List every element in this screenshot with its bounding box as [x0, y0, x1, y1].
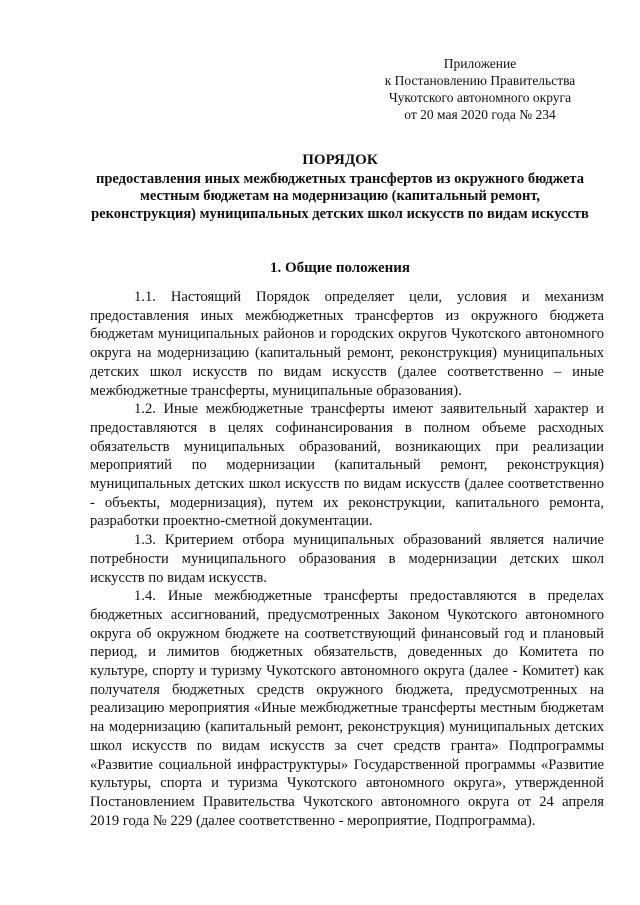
- appendix-line-3: Чукотского автономного округа: [388, 90, 572, 105]
- paragraph-1-3: 1.3. Критерием отбора муниципальных образований является наличие потребности муниципального образования в модернизации детских школ искусств по видам искусств.: [90, 532, 604, 586]
- appendix-line-2: к Постановлению Правительства: [384, 73, 576, 88]
- paragraph-1-4: 1.4. Иные межбюджетные трансферты предоставляются в пределах бюджетных ассигнований, предусмотренных Законом Чукотского автономного округа об окружном бюджете на соответствующий финансовый год и плановый период, и лимитов бюджетных обязательств, доведенных до Комитета по культуре, спорту и туризму Чукотского автономного округа (далее - Комитет) как получателя бюджетных средств окружного бюджета, предусмотренных на реализацию мероприятия «Иные межбюджетные трансферты местным бюджетам на модернизацию (капитальный ремонт, реконструкция) муниципальных детских школ искусств по видам искусств за счет средств гранта» Подпрограммы «Развитие социальной инфраструктуры» Государственной программы «Развитие культуры, спорта и туризма Чукотского автономного округа», утвержденной Постановлением Правительства Чукотского автономного округа от 24 апреля 2019 года № 229 (далее соответственно - мероприятие, Подпрограмма).: [90, 588, 604, 829]
- paragraph-1-2: 1.2. Иные межбюджетные трансферты имеют заявительный характер и предоставляются в целях софинансирования в полном объеме расходных обязательств муниципальных образований, возникающих при реализации мероприятий по модернизации (капитальный ремонт, реконструкция) муниципальных детских школ искусств по видам искусств (далее соответственно - объекты, модернизация), путем их реконструкции, капитального ремонта, разработки проектно-сметной документации.: [90, 401, 604, 530]
- section-heading: 1. Общие положения: [269, 260, 411, 276]
- document-body: [90, 288, 604, 830]
- document-subtitle: предоставления иных межбюджетных трансфертов из окружного бюджета местным бюджетам на модернизацию (капитальный ремонт, реконструкция) муниципальных детских школ искусств по видам искусств: [91, 170, 589, 222]
- document-title: ПОРЯДОК: [302, 152, 378, 168]
- appendix-line-4: от 20 мая 2020 года № 234: [404, 107, 556, 122]
- appendix-block: [360, 55, 600, 123]
- appendix-line-1: Приложение: [443, 56, 517, 71]
- paragraph-1-1: 1.1. Настоящий Порядок определяет цели, условия и механизм предоставления иных межбюджетных трансфертов из окружного бюджета бюджетам муниципальных районов и городских округов Чукотского автономного округа на модернизацию (капитальный ремонт, реконструкция) муниципальных детских школ искусств по видам искусств (далее соответственно – иные межбюджетные трансферты, муниципальные образования).: [90, 289, 604, 399]
- document-title-block: [90, 152, 590, 223]
